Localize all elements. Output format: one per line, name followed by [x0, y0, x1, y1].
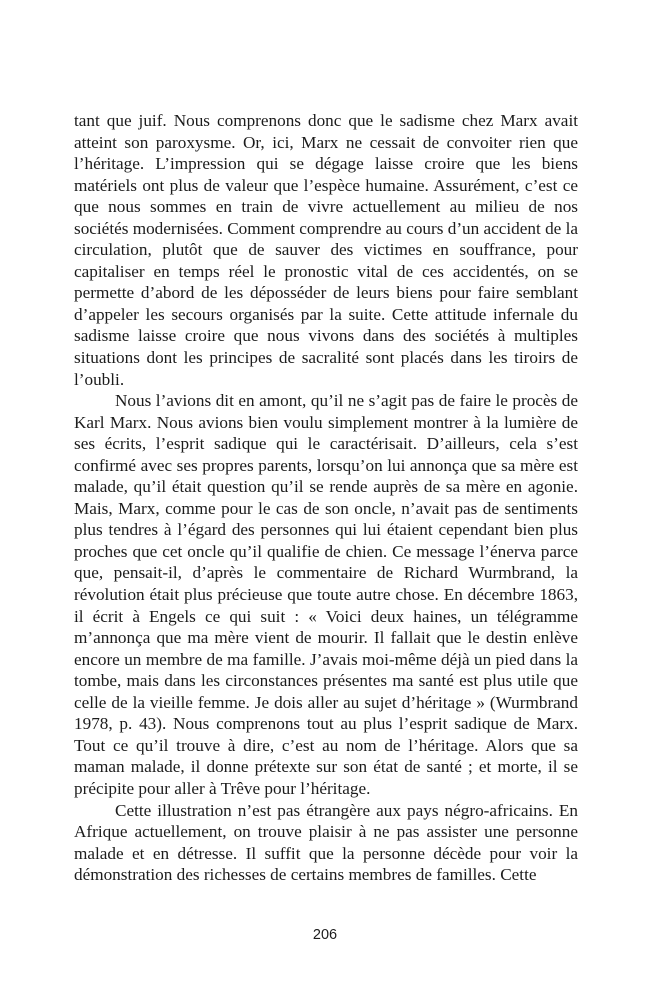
body-text	[74, 110, 578, 886]
paragraph-3: Cette illustration n’est pas étrangère aux pays négro-africains. En Afrique actuellement, on trouve plaisir à ne pas assister une personne malade et en détresse. Il suffit que la personne décède pour voir la démonstration des richesses de certains membres de familles. Cette	[74, 800, 578, 885]
paragraph-1: tant que juif. Nous comprenons donc que le sadisme chez Marx avait atteint son paroxysme. Or, ici, Marx ne cessait de convoiter rien que l’héritage. L’impression qui se dégage laisse croire que les biens matériels ont plus de valeur que l’espèce humaine. Assurément, c’est ce que nous sommes en train de vivre actuellement au milieu de nos sociétés modernisées. Comment comprendre au cours d’un accident de la circulation, plutôt que de sauver des victimes en souffrance, pour capitaliser en temps réel le pronostic vital de ces accidentés, on se permette d’abord de les déposséder de leurs biens pour faire semblant d’appeler les secours organisés par la suite. Cette attitude infernale du sadisme laisse croire que nous vivons dans des sociétés à multiples situations dont les principes de sacralité sont placés dans les tiroirs de l’oubli.	[74, 111, 578, 389]
page-number: 206	[312, 927, 338, 943]
paragraph-2: Nous l’avions dit en amont, qu’il ne s’agit pas de faire le procès de Karl Marx. Nous avions bien voulu simplement montrer à la lumière de ses écrits, l’esprit sadique qui le caractérisait. D’ailleurs, cela s’est confirmé avec ses propres parents, lorsqu’on lui annonça que sa mère est malade, qu’il était question qu’il se rende auprès de sa mère en agonie. Mais, Marx, comme pour le cas de son oncle, n’avait pas de sentiments plus tendres à l’égard des personnes qui lui étaient cependant bien plus proches que cet oncle qu’il qualifie de chien. Ce message l’énerva parce que, pensait-il, d’après le commentaire de Richard Wurmbrand, la révolution était plus précieuse que toute autre chose. En décembre 1863, il écrit à Engels ce qui suit : « Voici deux haines, un télégramme m’annonça que ma mère vient de mourir. Il fallait que le destin enlève encore un membre de ma famille. J’avais moi-même déjà un pied dans la tombe, mais dans les circonstances présentes ma santé est plus utile que celle de la vieille femme. Je dois aller au sujet d’héritage » (Wurmbrand 1978, p. 43). Nous comprenons tout au plus l’esprit sadique de Marx. Tout ce qu’il trouve à dire, c’est au nom de l’héritage. Alors que sa maman malade, il donne prétexte sur son état de santé ; et morte, il se précipite pour aller à Trêve pour l’héritage.	[74, 391, 578, 798]
